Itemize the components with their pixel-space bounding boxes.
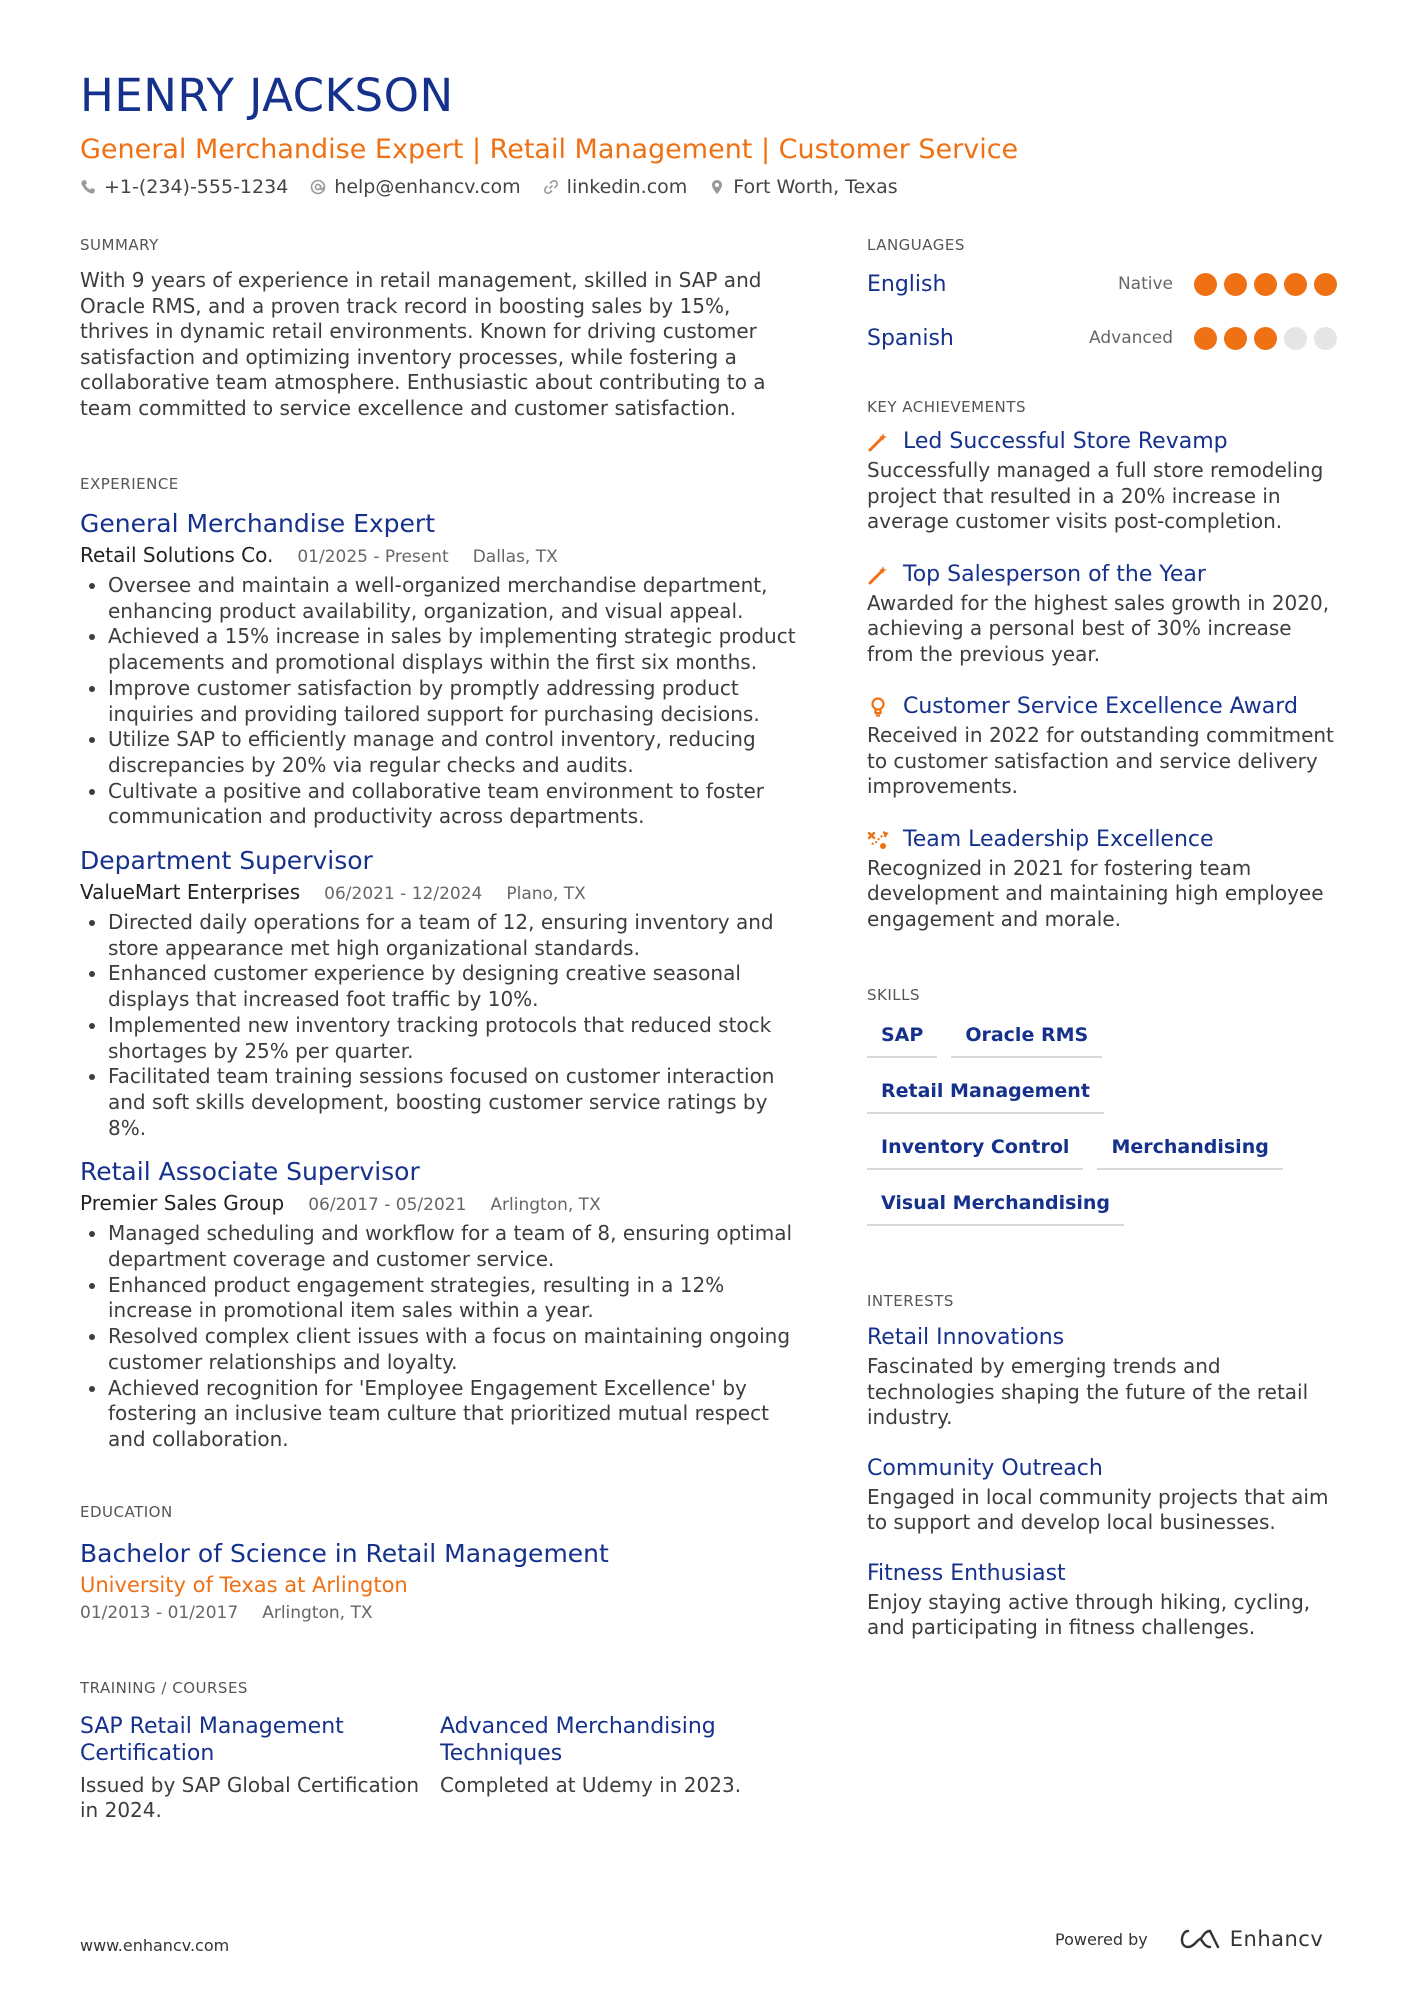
strategy-icon [867, 829, 889, 851]
job-bullet: • Directed daily operations for a team of 12, ensuring inventory and store appearance met high organizational standards. [108, 910, 800, 961]
interests-heading: INTERESTS [867, 1292, 954, 1310]
achievement-title-row [867, 559, 1337, 591]
magic-wand-icon [867, 431, 889, 453]
email-link[interactable]: help@enhancv.com [334, 176, 521, 198]
education-location: Arlington, TX [262, 1602, 373, 1623]
contact-info [80, 176, 1330, 198]
course-title: SAP Retail Management Certification [80, 1713, 344, 1766]
language-name: English [867, 271, 947, 297]
job-location: Plano, TX [506, 884, 586, 905]
training-section [80, 1679, 800, 1824]
course-item [80, 1713, 440, 1824]
achievement-title-row [867, 691, 1337, 723]
course-title: Advanced Merchandising Techniques [440, 1713, 716, 1766]
achievement-title: Customer Service Excellence Award [903, 694, 1298, 719]
candidate-name: HENRY JACKSON [80, 69, 454, 122]
language-rating [1187, 327, 1337, 350]
job-title: General Merchandise Expert [80, 509, 435, 538]
job-bullet: • Achieved recognition for 'Employee Engagement Excellence' by fostering an inclusive team culture that prioritized mutual respect and collaboration. [108, 1376, 800, 1453]
job-bullet: • Enhanced customer experience by designing creative seasonal displays that increased foot traffic by 10%. [108, 961, 800, 1012]
right-column [867, 236, 1337, 1641]
job-bullet: • Oversee and maintain a well-organized merchandise department, enhancing product availability, organization, and visual appeal. [108, 573, 800, 624]
education-section [80, 1503, 800, 1627]
interest-item [867, 1558, 1337, 1641]
summary-text: With 9 years of experience in retail management, skilled in SAP and Oracle RMS, and a proven track record in boosting sales by 15%, thrives in dynamic retail environments. Known for driving customer satisfaction and optimizing inventory processes, while fostering a collaborative team atmosphere. Enthusiastic about contributing to a team committed to service excellence and customer satisfaction. [80, 268, 766, 420]
achievements-section [867, 398, 1337, 932]
job-bullet: • Enhanced product engagement strategies, resulting in a 12% increase in promotional item sales within a year. [108, 1273, 800, 1324]
job-bullet: • Achieved a 15% increase in sales by implementing strategic product placements and promotional displays within the first six months. [108, 624, 800, 675]
rating-dot-filled [1194, 327, 1217, 350]
job-company: ValueMart Enterprises [80, 880, 301, 905]
interest-item [867, 1322, 1337, 1431]
skill-tag: Retail Management [867, 1072, 1104, 1114]
phone-text: +1-(234)-555-1234 [104, 176, 289, 198]
job-company: Premier Sales Group [80, 1191, 285, 1216]
course-item [440, 1713, 800, 1824]
skills-list [867, 1016, 1337, 1240]
achievements-heading: KEY ACHIEVEMENTS [867, 398, 1026, 416]
job-bullet: • Cultivate a positive and collaborative team environment to foster communication and productivity across departments. [108, 779, 800, 830]
contact-linkedin[interactable] [543, 176, 688, 198]
skill-tag: Inventory Control [867, 1128, 1083, 1170]
contact-location [709, 176, 897, 198]
languages-section [867, 236, 1337, 360]
job-entry [80, 844, 800, 1141]
enhancv-logo-icon [1176, 1926, 1222, 1952]
achievement-title-row [867, 426, 1337, 458]
job-bullet: • Utilize SAP to efficiently manage and control inventory, reducing discrepancies by 20% via regular checks and audits. [108, 727, 800, 778]
job-bullet: • Facilitated team training sessions focused on customer interaction and soft skills development, boosting customer service ratings by 8%. [108, 1064, 800, 1141]
achievement-title: Top Salesperson of the Year [903, 561, 1206, 587]
contact-phone [80, 176, 288, 198]
job-bullets [80, 910, 800, 1141]
link-icon [543, 179, 559, 195]
achievement-description: Awarded for the highest sales growth in 2020, achieving a personal best of 30% increase from the previous year. [867, 590, 1330, 666]
education-dates: 01/2013 - 01/2017 [80, 1602, 239, 1623]
footer-branding [1055, 1926, 1323, 1952]
job-dates: 06/2017 - 05/2021 [308, 1195, 467, 1216]
language-row [867, 262, 1337, 306]
language-level: Advanced [1089, 328, 1173, 348]
experience-section [80, 475, 800, 1453]
course-description: Issued by SAP Global Certification in 2024. [80, 1772, 420, 1823]
rating-dot-filled [1284, 273, 1307, 296]
education-meta [80, 1599, 800, 1627]
achievement-description: Recognized in 2021 for fostering team development and maintaining high employee engagement and morale. [867, 855, 1324, 931]
job-bullets [80, 573, 800, 830]
job-meta [80, 541, 800, 571]
language-level: Native [1117, 274, 1173, 294]
language-row [867, 316, 1337, 360]
interest-description: Enjoy staying active through hiking, cycling, and participating in fitness challenges. [867, 1589, 1311, 1639]
job-bullet: • Implemented new inventory tracking protocols that reduced stock shortages by 25% per quarter. [108, 1013, 800, 1064]
interest-title: Fitness Enthusiast [867, 1560, 1066, 1586]
interest-item [867, 1453, 1337, 1536]
language-name: Spanish [867, 325, 954, 351]
magic-wand-icon [867, 564, 889, 586]
job-company: Retail Solutions Co. [80, 543, 274, 567]
brand-name: Enhancv [1229, 1927, 1324, 1951]
job-entry [80, 507, 800, 830]
location-text: Fort Worth, Texas [733, 176, 898, 198]
rating-dot-filled [1314, 273, 1337, 296]
experience-heading: EXPERIENCE [80, 475, 179, 493]
interest-description: Fascinated by emerging trends and technologies shaping the future of the retail industry. [867, 1354, 1309, 1429]
contact-email[interactable] [310, 176, 520, 198]
degree-title: Bachelor of Science in Retail Management [80, 1538, 609, 1568]
at-icon [310, 179, 326, 195]
achievement-item [867, 824, 1337, 933]
footer-website[interactable]: www.enhancv.com [80, 1936, 230, 1955]
rating-dot-empty [1284, 327, 1307, 350]
achievement-item [867, 559, 1337, 668]
education-heading: EDUCATION [80, 1502, 173, 1521]
interest-description: Engaged in local community projects that aim to support and develop local businesses. [867, 1484, 1329, 1534]
summary-heading: SUMMARY [80, 236, 159, 254]
job-bullets [80, 1221, 800, 1452]
skills-heading: SKILLS [867, 986, 921, 1004]
school-name: University of Texas at Arlington [80, 1572, 408, 1597]
skill-tag: SAP [867, 1016, 937, 1058]
skill-tag: Merchandising [1097, 1128, 1282, 1170]
interests-section [867, 1292, 1337, 1641]
job-title: Department Supervisor [80, 846, 373, 876]
lightbulb-icon [867, 696, 889, 718]
interest-title: Community Outreach [867, 1455, 1103, 1481]
skill-tag: Oracle RMS [951, 1016, 1102, 1058]
skills-section [867, 986, 1337, 1240]
job-bullet: • Resolved complex client issues with a focus on maintaining ongoing customer relationships and loyalty. [108, 1324, 800, 1375]
linkedin-link[interactable]: linkedin.com [566, 176, 688, 198]
achievement-description: Received in 2022 for outstanding commitment to customer satisfaction and service delivery improvements. [867, 723, 1334, 798]
location-pin-icon [709, 179, 725, 195]
skill-tag: Visual Merchandising [867, 1184, 1124, 1226]
course-description: Completed at Udemy in 2023. [440, 1772, 742, 1797]
rating-dot-filled [1224, 273, 1247, 296]
job-meta [80, 1189, 800, 1219]
achievement-title: Led Successful Store Revamp [903, 429, 1228, 454]
job-title: Retail Associate Supervisor [80, 1157, 420, 1187]
language-rating [1187, 273, 1337, 296]
job-location: Dallas, TX [472, 547, 558, 567]
rating-dot-filled [1194, 273, 1217, 296]
job-bullet: • Managed scheduling and workflow for a team of 8, ensuring optimal department coverage and customer service. [108, 1221, 800, 1272]
course-list [80, 1713, 800, 1824]
interest-title: Retail Innovations [867, 1325, 1065, 1350]
achievement-description: Successfully managed a full store remodeling project that resulted in a 20% increase in average customer visits post-completion. [867, 458, 1324, 533]
job-location: Arlington, TX [490, 1195, 601, 1216]
job-bullet: • Improve customer satisfaction by promptly addressing product inquiries and providing tailored support for purchasing decisions. [108, 676, 800, 727]
achievement-title-row [867, 824, 1337, 856]
rating-dot-filled [1224, 327, 1247, 350]
rating-dot-filled [1254, 273, 1277, 296]
achievement-title: Team Leadership Excellence [903, 826, 1214, 852]
powered-by-label: Powered by [1055, 1929, 1148, 1949]
job-dates: 06/2021 - 12/2024 [324, 884, 483, 905]
summary-section [80, 236, 800, 421]
achievement-item [867, 691, 1337, 800]
headline: General Merchandise Expert | Retail Management | Customer Service [80, 134, 1019, 165]
job-dates: 01/2025 - Present [297, 547, 449, 567]
resume-header [80, 66, 1330, 198]
rating-dot-filled [1254, 327, 1277, 350]
phone-icon [80, 179, 96, 195]
job-entry [80, 1155, 800, 1452]
rating-dot-empty [1314, 327, 1337, 350]
training-heading: TRAINING / COURSES [80, 1678, 248, 1697]
left-column [80, 236, 800, 1824]
achievement-item [867, 426, 1337, 535]
languages-heading: LANGUAGES [867, 236, 965, 254]
job-meta [80, 878, 800, 908]
